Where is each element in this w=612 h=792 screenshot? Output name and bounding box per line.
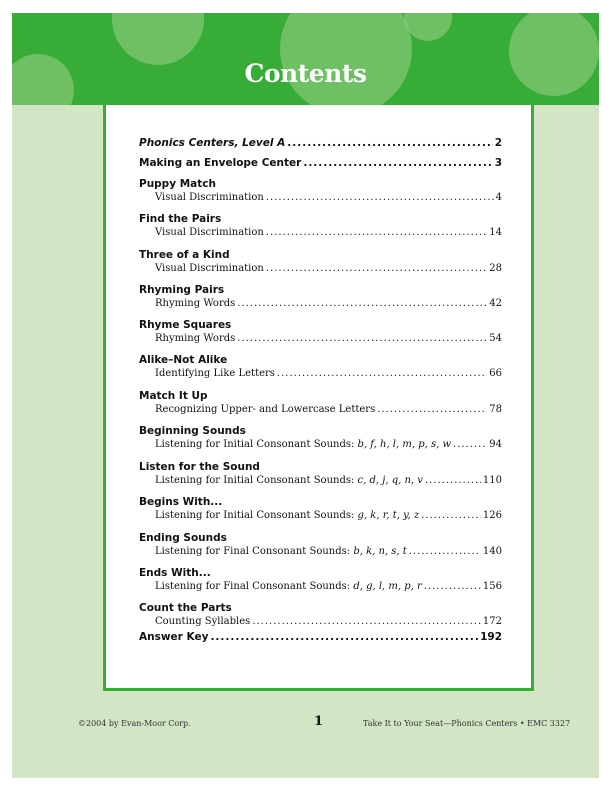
toc-page-number: 156 <box>482 581 502 592</box>
dot-leader <box>453 438 487 452</box>
toc-heading: Phonics Centers, Level A <box>139 137 286 149</box>
toc-page-number: 28 <box>489 263 502 274</box>
dot-leader <box>377 403 487 417</box>
page-title: Contents <box>244 59 367 88</box>
dot-leader <box>266 262 487 276</box>
toc-letters: b, k, n, s, t <box>353 546 407 557</box>
page-number: 1 <box>314 714 324 729</box>
toc-entry[interactable] <box>139 318 502 346</box>
toc-entry[interactable] <box>139 424 502 452</box>
toc-entry[interactable] <box>139 389 502 417</box>
dot-leader <box>303 156 492 170</box>
toc-heading: Making an Envelope Center <box>139 157 302 169</box>
toc-heading: Answer Key <box>139 631 209 643</box>
toc-entry[interactable] <box>139 566 502 594</box>
toc-page-number: 66 <box>489 368 502 379</box>
dot-leader <box>266 226 487 240</box>
toc-heading: Alike–Not Alike <box>139 354 228 366</box>
dot-leader <box>266 191 494 205</box>
dot-leader <box>424 580 481 594</box>
toc-heading: Rhyming Pairs <box>139 284 225 296</box>
toc-subheading: Listening for Initial Consonant Sounds: <box>155 475 355 486</box>
dot-leader <box>237 332 487 346</box>
toc-page-number: 54 <box>489 333 502 344</box>
dot-leader <box>252 615 481 629</box>
toc-heading: Ends With... <box>139 567 211 579</box>
toc-entry[interactable] <box>139 353 502 381</box>
dot-leader <box>277 367 487 381</box>
toc-entry[interactable] <box>139 531 502 559</box>
toc-subheading: Recognizing Upper- and Lowercase Letters <box>155 404 376 415</box>
toc-page-number: 94 <box>489 439 502 450</box>
copyright-text: ©2004 by Evan-Moor Corp. <box>78 719 191 728</box>
toc-heading: Count the Parts <box>139 602 232 614</box>
toc-page-number: 140 <box>482 546 502 557</box>
toc-heading: Ending Sounds <box>139 532 227 544</box>
toc-page-number: 14 <box>489 227 502 238</box>
toc-entry[interactable] <box>139 156 502 170</box>
dot-leader <box>421 509 481 523</box>
toc-subheading: Rhyming Words <box>155 298 236 309</box>
toc-subheading: Visual Discrimination <box>155 263 264 274</box>
toc-heading: Begins With... <box>139 496 223 508</box>
toc-entry[interactable] <box>139 136 502 150</box>
book-title: Take It to Your Seat—Phonics Centers • EMC 3327 <box>363 719 571 728</box>
toc-subheading: Listening for Final Consonant Sounds: <box>155 581 351 592</box>
toc-letters: g, k, r, t, y, z <box>357 510 420 521</box>
toc-subheading: Visual Discrimination <box>155 227 264 238</box>
toc-heading: Beginning Sounds <box>139 425 246 437</box>
dot-leader <box>237 297 487 311</box>
toc-subheading: Rhyming Words <box>155 333 236 344</box>
toc-page-number: 3 <box>494 157 502 169</box>
toc-page-number: 192 <box>480 631 502 643</box>
toc-page-number: 78 <box>489 404 502 415</box>
decorative-circle <box>404 13 452 41</box>
dot-leader <box>287 136 492 150</box>
toc-page-number: 2 <box>494 137 502 149</box>
toc-heading: Find the Pairs <box>139 213 222 225</box>
toc-heading: Match It Up <box>139 390 208 402</box>
table-of-contents <box>103 105 534 691</box>
toc-subheading: Visual Discrimination <box>155 192 264 203</box>
dot-leader <box>210 630 478 644</box>
decorative-circle <box>112 13 204 65</box>
toc-letters: c, d, j, q, n, v <box>357 475 423 486</box>
toc-heading: Three of a Kind <box>139 249 230 261</box>
toc-page-number: 126 <box>482 510 502 521</box>
toc-entry[interactable] <box>139 177 502 205</box>
toc-page-number: 110 <box>482 475 502 486</box>
dot-leader <box>409 545 481 559</box>
toc-subheading: Listening for Initial Consonant Sounds: <box>155 510 355 521</box>
toc-heading: Rhyme Squares <box>139 319 232 331</box>
toc-page-number: 42 <box>489 298 502 309</box>
toc-entry[interactable] <box>139 601 502 629</box>
toc-page-number: 172 <box>482 616 502 627</box>
dot-leader <box>425 474 481 488</box>
toc-letters: d, g, l, m, p, r <box>353 581 422 592</box>
toc-subheading: Identifying Like Letters <box>155 368 275 379</box>
header-banner <box>12 13 599 105</box>
toc-entry[interactable] <box>139 460 502 488</box>
toc-entry[interactable] <box>139 283 502 311</box>
toc-page-number: 4 <box>495 192 502 203</box>
toc-subheading: Listening for Final Consonant Sounds: <box>155 546 351 557</box>
toc-letters: b, f, h, l, m, p, s, w <box>357 439 452 450</box>
page-background <box>12 13 599 778</box>
toc-entry[interactable] <box>139 495 502 523</box>
toc-heading: Listen for the Sound <box>139 461 260 473</box>
toc-heading: Puppy Match <box>139 178 216 190</box>
toc-subheading: Counting Syllables <box>155 616 251 627</box>
toc-entry[interactable] <box>139 630 502 644</box>
toc-entry[interactable] <box>139 212 502 240</box>
toc-entry[interactable] <box>139 248 502 276</box>
toc-subheading: Listening for Initial Consonant Sounds: <box>155 439 355 450</box>
